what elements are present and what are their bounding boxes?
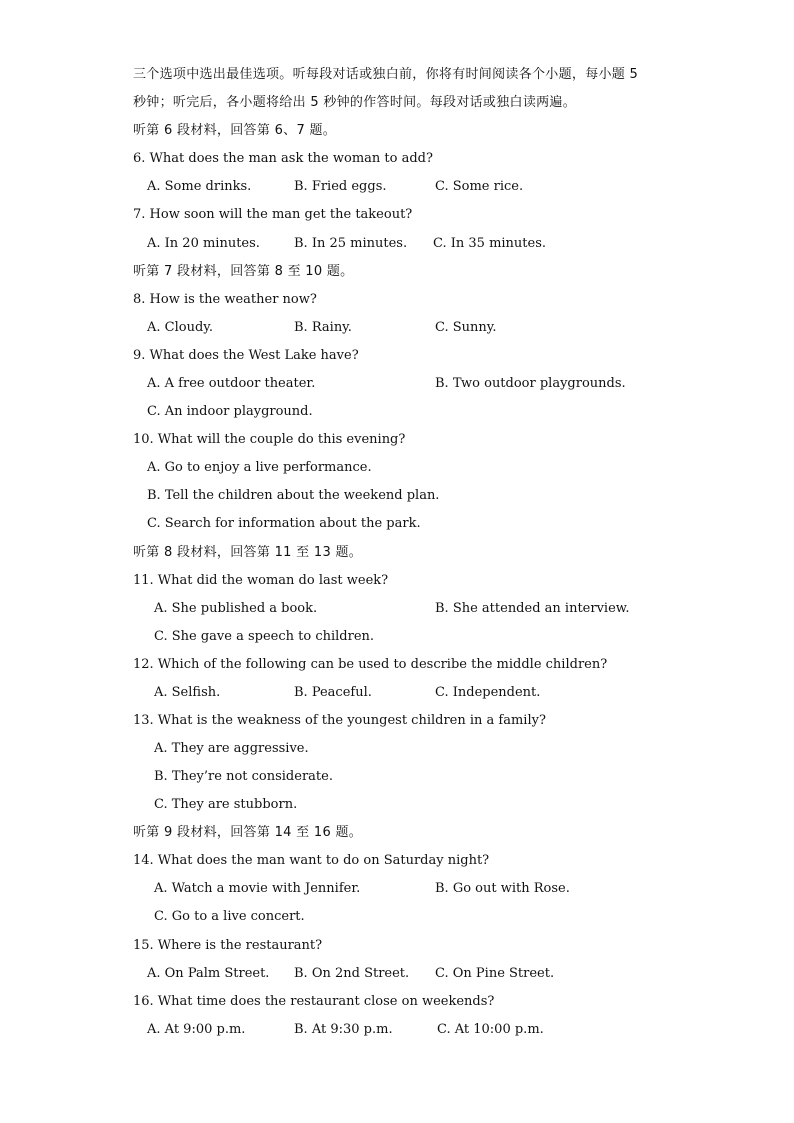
question-10-option-b: B. Tell the children about the weekend plan. — [147, 488, 440, 503]
question-8-option-c: C. Sunny. — [435, 320, 497, 335]
question-12-stem: 12. Which of the following can be used to describe the middle children? — [133, 657, 608, 672]
question-7-stem: 7. How soon will the man get the takeout? — [133, 207, 413, 222]
question-9-option-c: C. An indoor playground. — [147, 404, 313, 419]
question-9-option-a: A. A free outdoor theater. — [147, 376, 316, 391]
question-12-option-a: A. Selfish. — [154, 685, 221, 700]
question-8-option-b: B. Rainy. — [294, 320, 352, 335]
section-heading-9: 听第 9 段材料，回答第 14 至 16 题。 — [133, 825, 363, 840]
question-15-option-c: C. On Pine Street. — [435, 966, 555, 981]
question-7-option-b: B. In 25 minutes. — [294, 236, 408, 251]
question-16-option-b: B. At 9:30 p.m. — [294, 1022, 393, 1037]
question-6-option-a: A. Some drinks. — [147, 179, 252, 194]
section-heading-6: 听第 6 段材料，回答第 6、7 题。 — [133, 123, 337, 138]
question-7-option-a: A. In 20 minutes. — [147, 236, 260, 251]
question-13-option-c: C. They are stubborn. — [154, 797, 298, 812]
question-16-option-c: C. At 10:00 p.m. — [437, 1022, 544, 1037]
question-14-option-c: C. Go to a live concert. — [154, 909, 305, 924]
question-8-option-a: A. Cloudy. — [147, 320, 214, 335]
question-14-option-a: A. Watch a movie with Jennifer. — [154, 881, 361, 896]
question-15-stem: 15. Where is the restaurant? — [133, 938, 323, 953]
question-16-stem: 16. What time does the restaurant close on weekends? — [133, 994, 495, 1009]
question-6-option-b: B. Fried eggs. — [294, 179, 387, 194]
question-14-stem: 14. What does the man want to do on Saturday night? — [133, 853, 490, 868]
question-11-option-a: A. She published a book. — [154, 601, 318, 616]
question-14-option-b: B. Go out with Rose. — [435, 881, 570, 896]
question-13-stem: 13. What is the weakness of the youngest children in a family? — [133, 713, 546, 728]
question-6-option-c: C. Some rice. — [435, 179, 524, 194]
question-9-option-b: B. Two outdoor playgrounds. — [435, 376, 626, 391]
question-7-option-c: C. In 35 minutes. — [433, 236, 547, 251]
section-heading-7: 听第 7 段材料，回答第 8 至 10 题。 — [133, 264, 354, 279]
question-10-option-c: C. Search for information about the park. — [147, 516, 421, 531]
question-15-option-a: A. On Palm Street. — [147, 966, 270, 981]
question-10-stem: 10. What will the couple do this evening? — [133, 432, 406, 447]
intro-line-1: 三个选项中选出最佳选项。听每段对话或独白前，你将有时间阅读各个小题，每小题 5 — [133, 67, 639, 82]
question-8-stem: 8. How is the weather now? — [133, 292, 317, 307]
question-10-option-a: A. Go to enjoy a live performance. — [147, 460, 372, 475]
intro-line-2: 秒钟；听完后，各小题将给出 5 秒钟的作答时间。每段对话或独白读两遍。 — [133, 95, 577, 110]
question-13-option-a: A. They are aggressive. — [154, 741, 309, 756]
question-11-option-c: C. She gave a speech to children. — [154, 629, 375, 644]
section-heading-8: 听第 8 段材料，回答第 11 至 13 题。 — [133, 545, 363, 560]
question-6-stem: 6. What does the man ask the woman to add? — [133, 151, 433, 166]
question-12-option-b: B. Peaceful. — [294, 685, 372, 700]
question-13-option-b: B. They’re not considerate. — [154, 769, 333, 784]
question-15-option-b: B. On 2nd Street. — [294, 966, 410, 981]
question-11-stem: 11. What did the woman do last week? — [133, 573, 389, 588]
question-11-option-b: B. She attended an interview. — [435, 601, 630, 616]
question-9-stem: 9. What does the West Lake have? — [133, 348, 359, 363]
question-12-option-c: C. Independent. — [435, 685, 541, 700]
question-16-option-a: A. At 9:00 p.m. — [147, 1022, 246, 1037]
